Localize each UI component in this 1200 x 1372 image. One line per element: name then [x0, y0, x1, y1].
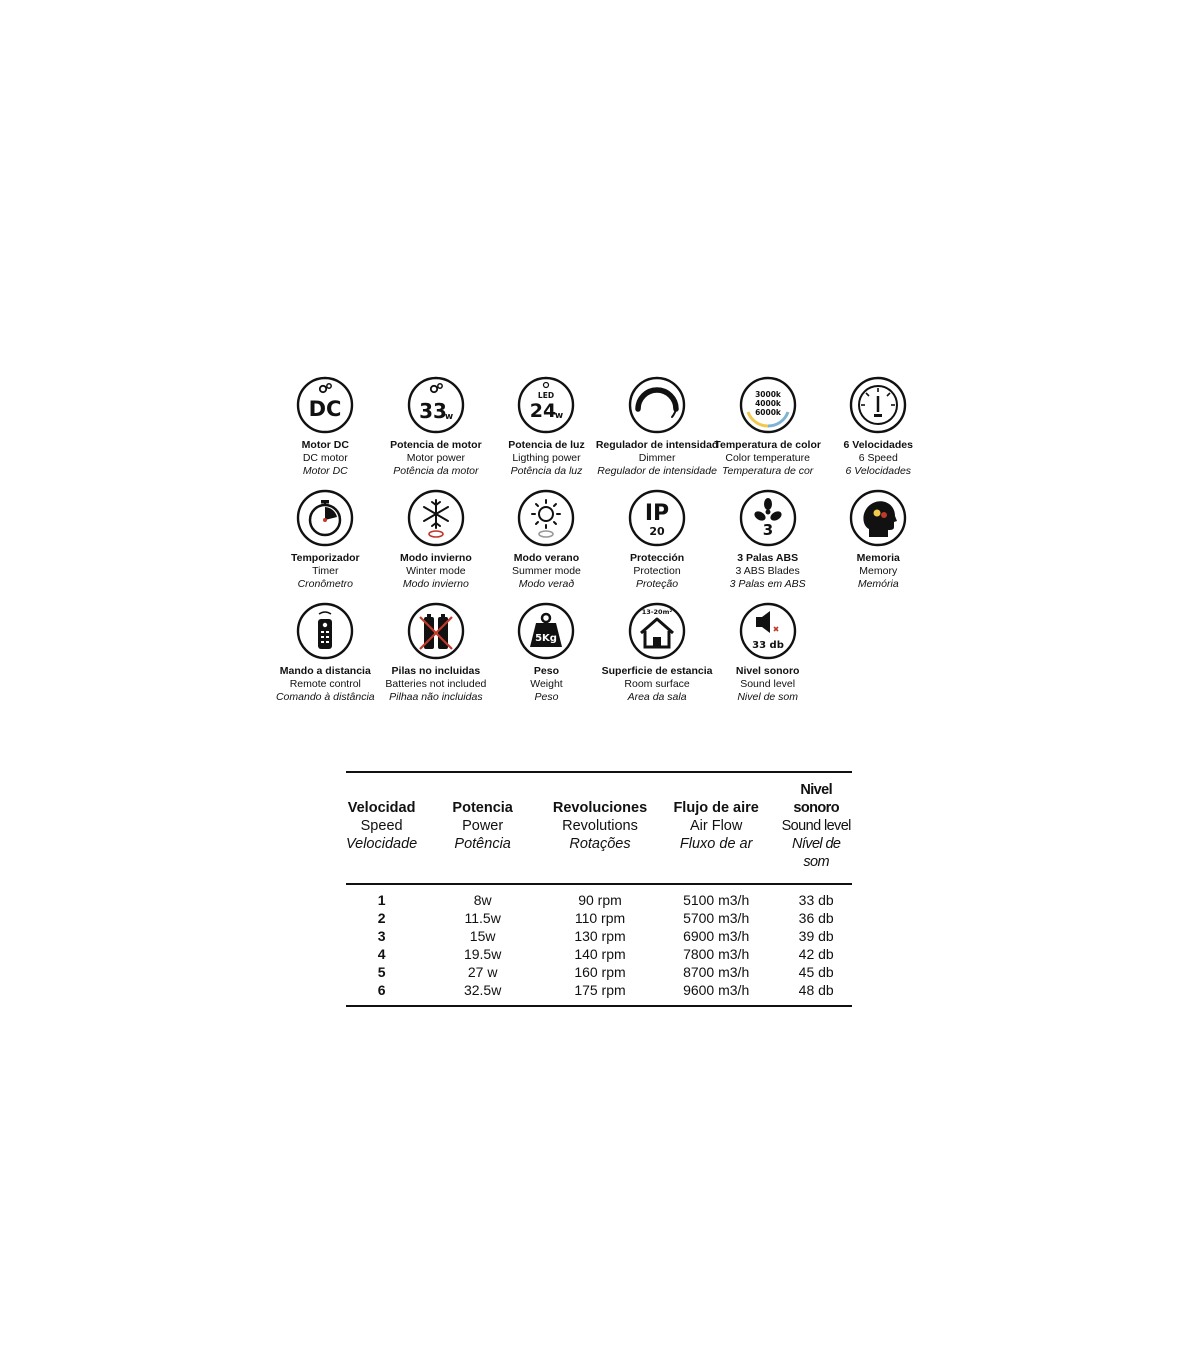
features-row: [270, 376, 934, 489]
label-pt: Modo verað: [518, 578, 575, 590]
cell-rpm: 90 rpm: [578, 892, 622, 908]
svg-text:20: 20: [649, 525, 665, 538]
cell-speed: 4: [377, 946, 386, 962]
label-en: Dimmer: [638, 452, 676, 464]
feature-label: [714, 439, 821, 478]
label-en: Color temperature: [725, 452, 810, 464]
label-es: Potencia de motor: [390, 439, 482, 451]
cell-sound: 45 db: [798, 964, 834, 980]
label-pt: Area da sala: [627, 691, 687, 703]
cell-sound: 39 db: [798, 928, 834, 944]
feature-remote: [270, 602, 381, 715]
svg-text:6000k: 6000k: [754, 408, 781, 417]
cell-power: 27 w: [467, 964, 498, 980]
feature-sound-level: [712, 602, 823, 715]
label-en: Weight: [530, 678, 563, 690]
feature-winter-mode: [381, 489, 492, 602]
cell-speed: 6: [346, 981, 417, 1006]
label-pt: Temperatura de cor: [722, 465, 814, 477]
label-es: 6 Velocidades: [843, 439, 913, 451]
cell-airflow: 7800 m3/h: [683, 946, 750, 962]
remote-control-icon: [296, 602, 354, 660]
feature-room-surface: [602, 602, 713, 715]
feature-weight: [491, 602, 602, 715]
feature-label: [400, 552, 472, 591]
label-es: Superficie de estancia: [601, 665, 713, 677]
feature-dimmer: [595, 376, 719, 489]
feature-label: [390, 439, 482, 478]
feature-motor-power: [381, 376, 492, 489]
cell-rpm: 130 rpm: [574, 928, 626, 944]
timer-icon: [296, 489, 354, 547]
cell-airflow: 6900 m3/h: [683, 928, 750, 944]
color-temperature-icon: [739, 376, 797, 434]
ip-protection-icon: [628, 489, 686, 547]
cell-airflow: 9600 m3/h: [652, 981, 780, 1006]
cell-rpm: 160 rpm: [574, 964, 626, 980]
feature-label: [602, 665, 713, 704]
feature-label: [291, 552, 360, 591]
label-es: Temporizador: [290, 552, 360, 564]
svg-text:33: 33: [418, 399, 447, 423]
header-speed: Velocidad Speed Velocidade: [346, 772, 417, 884]
cell-sound: 33 db: [798, 892, 834, 908]
label-es: Motor DC: [301, 439, 349, 451]
table-row: [346, 927, 852, 945]
feature-label: [730, 552, 806, 591]
cell-airflow: 8700 m3/h: [683, 964, 750, 980]
cell-sound: 48 db: [780, 981, 852, 1006]
label-en: DC motor: [302, 452, 348, 464]
svg-text:3: 3: [762, 521, 773, 539]
label-es: 3 Palas ABS: [737, 552, 799, 564]
svg-text:4000k: 4000k: [754, 399, 781, 408]
dimmer-icon: [628, 376, 686, 434]
label-en: 3 ABS Blades: [735, 565, 800, 577]
label-es: Regulador de intensidad: [595, 439, 719, 451]
label-es: Peso: [533, 665, 560, 677]
feature-label: [530, 665, 563, 704]
sound-level-icon: [739, 602, 797, 660]
label-en: Ligthing power: [512, 452, 581, 464]
table-row: [346, 884, 852, 909]
svg-text:5Kg: 5Kg: [535, 633, 558, 644]
header-airflow: Flujo de aire Air Flow Fluxo de ar: [652, 772, 780, 884]
fan-blades-icon: [739, 489, 797, 547]
weight-icon: [517, 602, 575, 660]
table-row: [346, 981, 852, 1006]
label-en: Winter mode: [406, 565, 466, 577]
motor-power-icon: [407, 376, 465, 434]
label-en: Remote control: [289, 678, 361, 690]
label-pt: Motor DC: [302, 465, 348, 477]
feature-light-power: [491, 376, 602, 489]
feature-label: [276, 665, 375, 704]
svg-text:33 db: 33 db: [751, 640, 784, 651]
cell-speed: 3: [377, 928, 386, 944]
cell-airflow: 5700 m3/h: [683, 910, 750, 926]
feature-timer: [270, 489, 381, 602]
feature-label: [512, 552, 581, 591]
label-pt: 3 Palas em ABS: [729, 578, 806, 590]
feature-label: [630, 552, 684, 591]
label-es: Protección: [629, 552, 685, 564]
cell-sound: 42 db: [798, 946, 834, 962]
feature-label: [844, 439, 913, 478]
label-en: Motor power: [406, 452, 466, 464]
table-header-row: [346, 772, 852, 884]
label-pt: Cronômetro: [297, 578, 354, 590]
label-pt: Potência da motor: [393, 465, 479, 477]
feature-color-temperature: [712, 376, 823, 489]
svg-text:3000k: 3000k: [754, 390, 781, 399]
label-en: Protection: [633, 565, 681, 577]
label-pt: Pilhaa não incluidas: [389, 691, 483, 703]
speedometer-icon: [849, 376, 907, 434]
room-surface-icon: [628, 602, 686, 660]
cell-speed: 1: [377, 892, 386, 908]
svg-text:IP: IP: [644, 501, 670, 526]
svg-text:24: 24: [530, 400, 557, 422]
cell-power: 32.5w: [417, 981, 548, 1006]
feature-protection: [602, 489, 713, 602]
snowflake-icon: [407, 489, 465, 547]
feature-speed: [823, 376, 934, 489]
cell-airflow: 5100 m3/h: [683, 892, 750, 908]
batteries-icon: [407, 602, 465, 660]
feature-batteries: [381, 602, 492, 715]
cell-speed: 2: [377, 910, 386, 926]
feature-label: [508, 439, 584, 478]
feature-memory: [823, 489, 934, 602]
features-row: [270, 489, 934, 602]
specs-table: [346, 771, 852, 1007]
label-en: Summer mode: [512, 565, 581, 577]
table-row: [346, 945, 852, 963]
label-en: Batteries not included: [385, 678, 487, 690]
cell-rpm: 140 rpm: [574, 946, 626, 962]
cell-power: 15w: [469, 928, 496, 944]
feature-label: [736, 665, 800, 704]
label-pt: 6 Velocidades: [845, 465, 912, 477]
label-pt: Proteção: [636, 578, 679, 590]
cell-power: 11.5w: [464, 910, 501, 926]
label-en: Timer: [312, 565, 339, 577]
cell-power: 19.5w: [463, 946, 502, 962]
label-pt: Peso: [534, 691, 559, 703]
label-pt: Nivel de som: [737, 691, 799, 703]
light-power-icon: [517, 376, 575, 434]
feature-summer-mode: [491, 489, 602, 602]
memory-head-icon: [849, 489, 907, 547]
label-pt: Potência da luz: [510, 465, 583, 477]
label-en: Sound level: [740, 678, 796, 690]
svg-text:LED: LED: [538, 391, 555, 400]
svg-text:w: w: [555, 411, 564, 421]
feature-dc-motor: [270, 376, 381, 489]
svg-text:13-20m²: 13-20m²: [641, 608, 673, 616]
cell-power: 8w: [473, 892, 492, 908]
features-row: [270, 602, 934, 715]
cell-speed: 5: [377, 964, 386, 980]
dc-text: DC: [308, 397, 342, 421]
feature-label: [857, 552, 900, 591]
features-grid: [270, 376, 934, 715]
label-es: Modo verano: [513, 552, 580, 564]
label-pt: Comando à distância: [275, 691, 375, 703]
cell-rpm: 175 rpm: [548, 981, 652, 1006]
label-en: 6 Speed: [858, 452, 898, 464]
label-en: Room surface: [624, 678, 690, 690]
label-es: Temperatura de color: [714, 439, 821, 451]
label-pt: Modo invierno: [402, 578, 469, 590]
label-pt: Regulador de intensidade: [597, 465, 717, 477]
feature-label: [596, 439, 719, 478]
label-es: Mando a distancia: [279, 665, 371, 677]
cell-sound: 36 db: [798, 910, 834, 926]
header-revolutions: Revoluciones Revolutions Rotações: [548, 772, 652, 884]
feature-blades: [712, 489, 823, 602]
table-row: [346, 909, 852, 927]
label-es: Modo invierno: [400, 552, 472, 564]
label-es: Nivel sonoro: [735, 665, 800, 677]
label-es: Pilas no incluidas: [391, 665, 481, 677]
dc-motor-icon: [296, 376, 354, 434]
label-es: Potencia de luz: [508, 439, 585, 451]
header-power: Potencia Power Potência: [417, 772, 548, 884]
feature-label: [385, 665, 486, 704]
label-pt: Memória: [857, 578, 899, 590]
feature-label: [302, 439, 349, 478]
svg-text:w: w: [444, 412, 454, 422]
table-row: [346, 963, 852, 981]
label-es: Memoria: [856, 552, 900, 564]
cell-rpm: 110 rpm: [574, 910, 626, 926]
header-sound-level: Nivel sonoro Sound level Nível de som: [780, 772, 852, 884]
label-en: Memory: [859, 565, 898, 577]
sun-icon: [517, 489, 575, 547]
